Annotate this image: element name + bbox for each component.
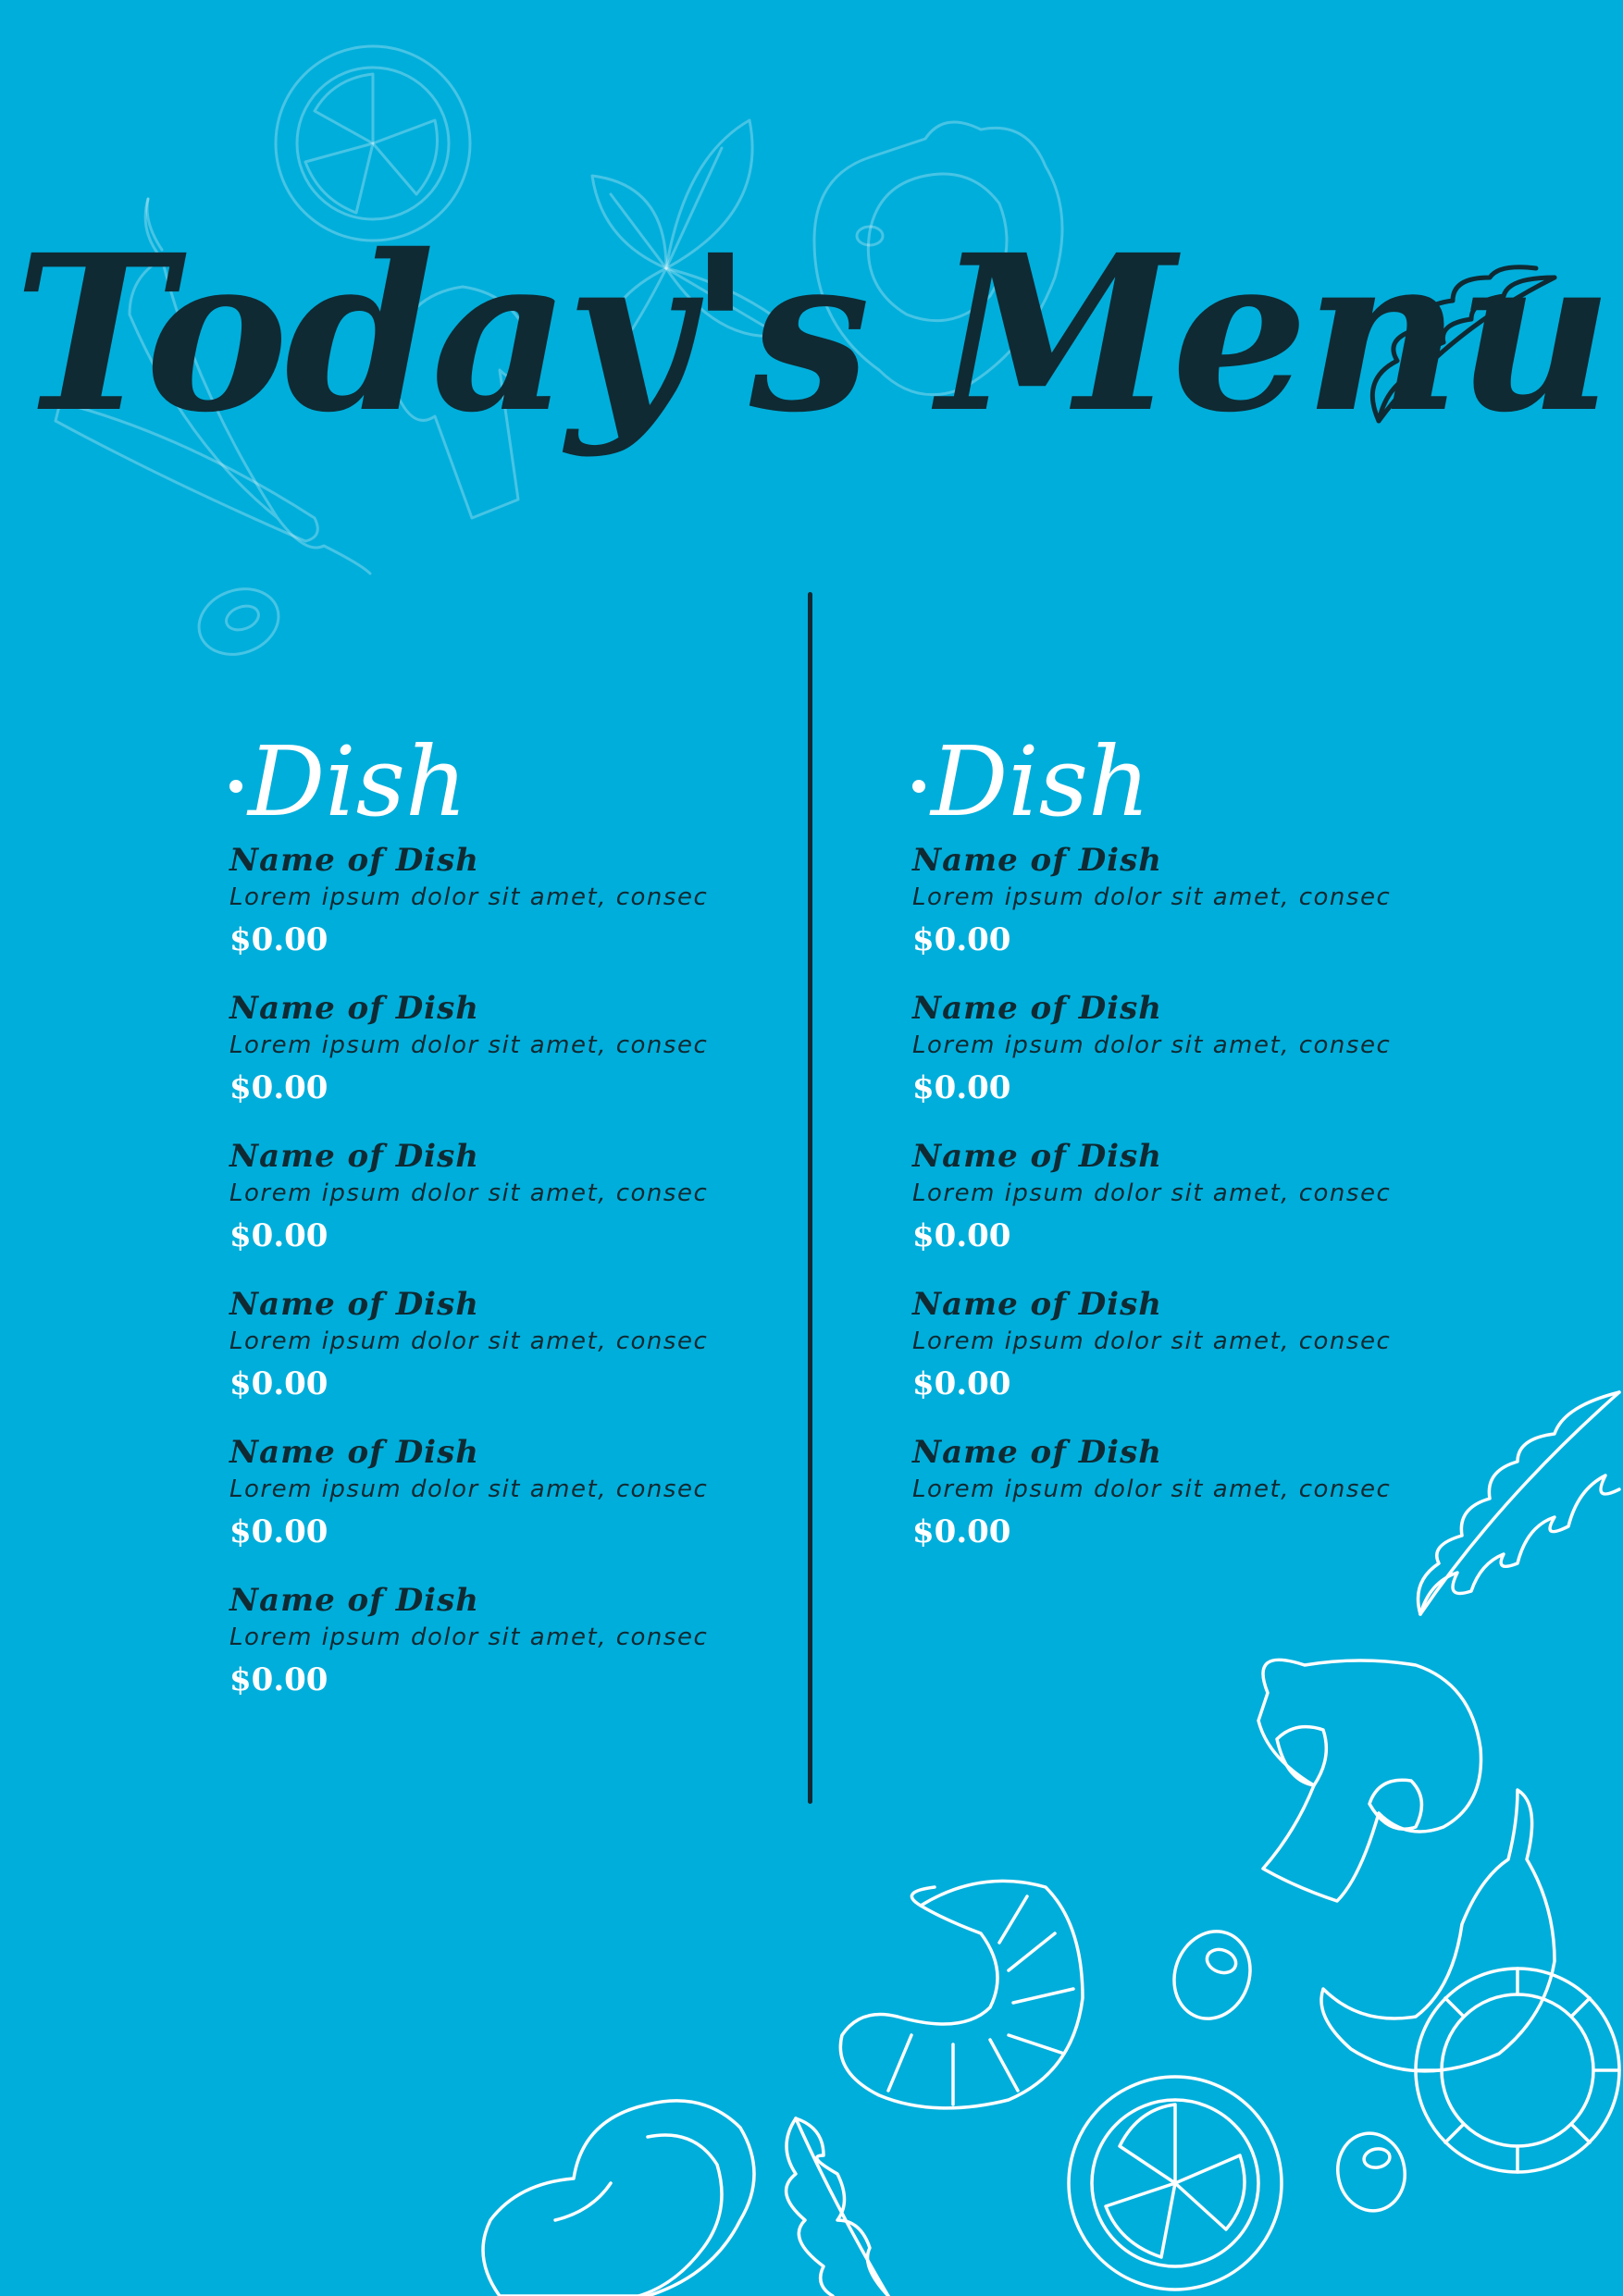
dish-description: Lorem ipsum dolor sit amet, consec xyxy=(229,1031,709,1059)
dish-name: Name of Dish xyxy=(912,1138,1162,1175)
dish-description: Lorem ipsum dolor sit amet, consec xyxy=(229,1623,709,1651)
dish-name: Name of Dish xyxy=(229,1138,479,1175)
menu-item xyxy=(912,1284,1468,1432)
dish-name: Name of Dish xyxy=(912,1434,1162,1471)
dish-name: Name of Dish xyxy=(912,842,1162,879)
page-title: Today's Menu xyxy=(13,207,1610,460)
menu-item xyxy=(229,1432,785,1580)
dish-price: $0.00 xyxy=(912,1365,1011,1402)
dish-description: Lorem ipsum dolor sit amet, consec xyxy=(912,883,1392,911)
menu-item xyxy=(912,1432,1468,1580)
dish-price: $0.00 xyxy=(229,921,328,958)
section-heading: Dish xyxy=(229,722,785,842)
menu-item xyxy=(229,1136,785,1284)
menu-column-right xyxy=(912,722,1468,1580)
bell-pepper-icon xyxy=(483,2101,754,2296)
dish-name: Name of Dish xyxy=(912,990,1162,1027)
dish-description: Lorem ipsum dolor sit amet, consec xyxy=(912,1179,1392,1207)
shrimp-icon xyxy=(840,1881,1083,2108)
menu-item xyxy=(229,1580,785,1728)
dish-name: Name of Dish xyxy=(229,990,479,1027)
menu-item xyxy=(229,988,785,1136)
dish-name: Name of Dish xyxy=(229,1286,479,1323)
dish-name: Name of Dish xyxy=(229,1434,479,1471)
dish-price: $0.00 xyxy=(229,1069,328,1106)
dish-description: Lorem ipsum dolor sit amet, consec xyxy=(229,883,709,911)
section-heading: Dish xyxy=(912,722,1468,842)
mushroom-icon xyxy=(1258,1660,1481,1901)
menu-item xyxy=(229,840,785,988)
dish-description: Lorem ipsum dolor sit amet, consec xyxy=(229,1475,709,1503)
dish-description: Lorem ipsum dolor sit amet, consec xyxy=(912,1327,1392,1355)
menu-column-left xyxy=(229,722,785,1728)
dish-price: $0.00 xyxy=(229,1513,328,1550)
dish-name: Name of Dish xyxy=(229,842,479,879)
column-divider xyxy=(808,592,812,1804)
dish-price: $0.00 xyxy=(912,921,1011,958)
menu-item xyxy=(912,988,1468,1136)
arugula-leaf-icon xyxy=(787,2118,888,2296)
menu-item xyxy=(912,840,1468,988)
dish-name: Name of Dish xyxy=(229,1582,479,1619)
menu-item xyxy=(912,1136,1468,1284)
dish-price: $0.00 xyxy=(229,1217,328,1254)
dish-price: $0.00 xyxy=(229,1365,328,1402)
bullet-dot-icon xyxy=(229,780,242,793)
olive-icon xyxy=(190,578,288,665)
olive-icon xyxy=(1332,2128,1410,2216)
bullet-dot-icon xyxy=(912,780,925,793)
dish-name: Name of Dish xyxy=(912,1286,1162,1323)
dish-price: $0.00 xyxy=(912,1217,1011,1254)
dish-price: $0.00 xyxy=(912,1513,1011,1550)
dish-description: Lorem ipsum dolor sit amet, consec xyxy=(912,1031,1392,1059)
dish-description: Lorem ipsum dolor sit amet, consec xyxy=(229,1179,709,1207)
chili-pepper-icon xyxy=(1321,1790,1555,2071)
tomato-slice-icon xyxy=(1069,2077,1282,2290)
dish-description: Lorem ipsum dolor sit amet, consec xyxy=(229,1327,709,1355)
dish-description: Lorem ipsum dolor sit amet, consec xyxy=(912,1475,1392,1503)
dish-price: $0.00 xyxy=(912,1069,1011,1106)
menu-item xyxy=(229,1284,785,1432)
olive-icon xyxy=(1162,1920,1262,2030)
dish-price: $0.00 xyxy=(229,1661,328,1698)
